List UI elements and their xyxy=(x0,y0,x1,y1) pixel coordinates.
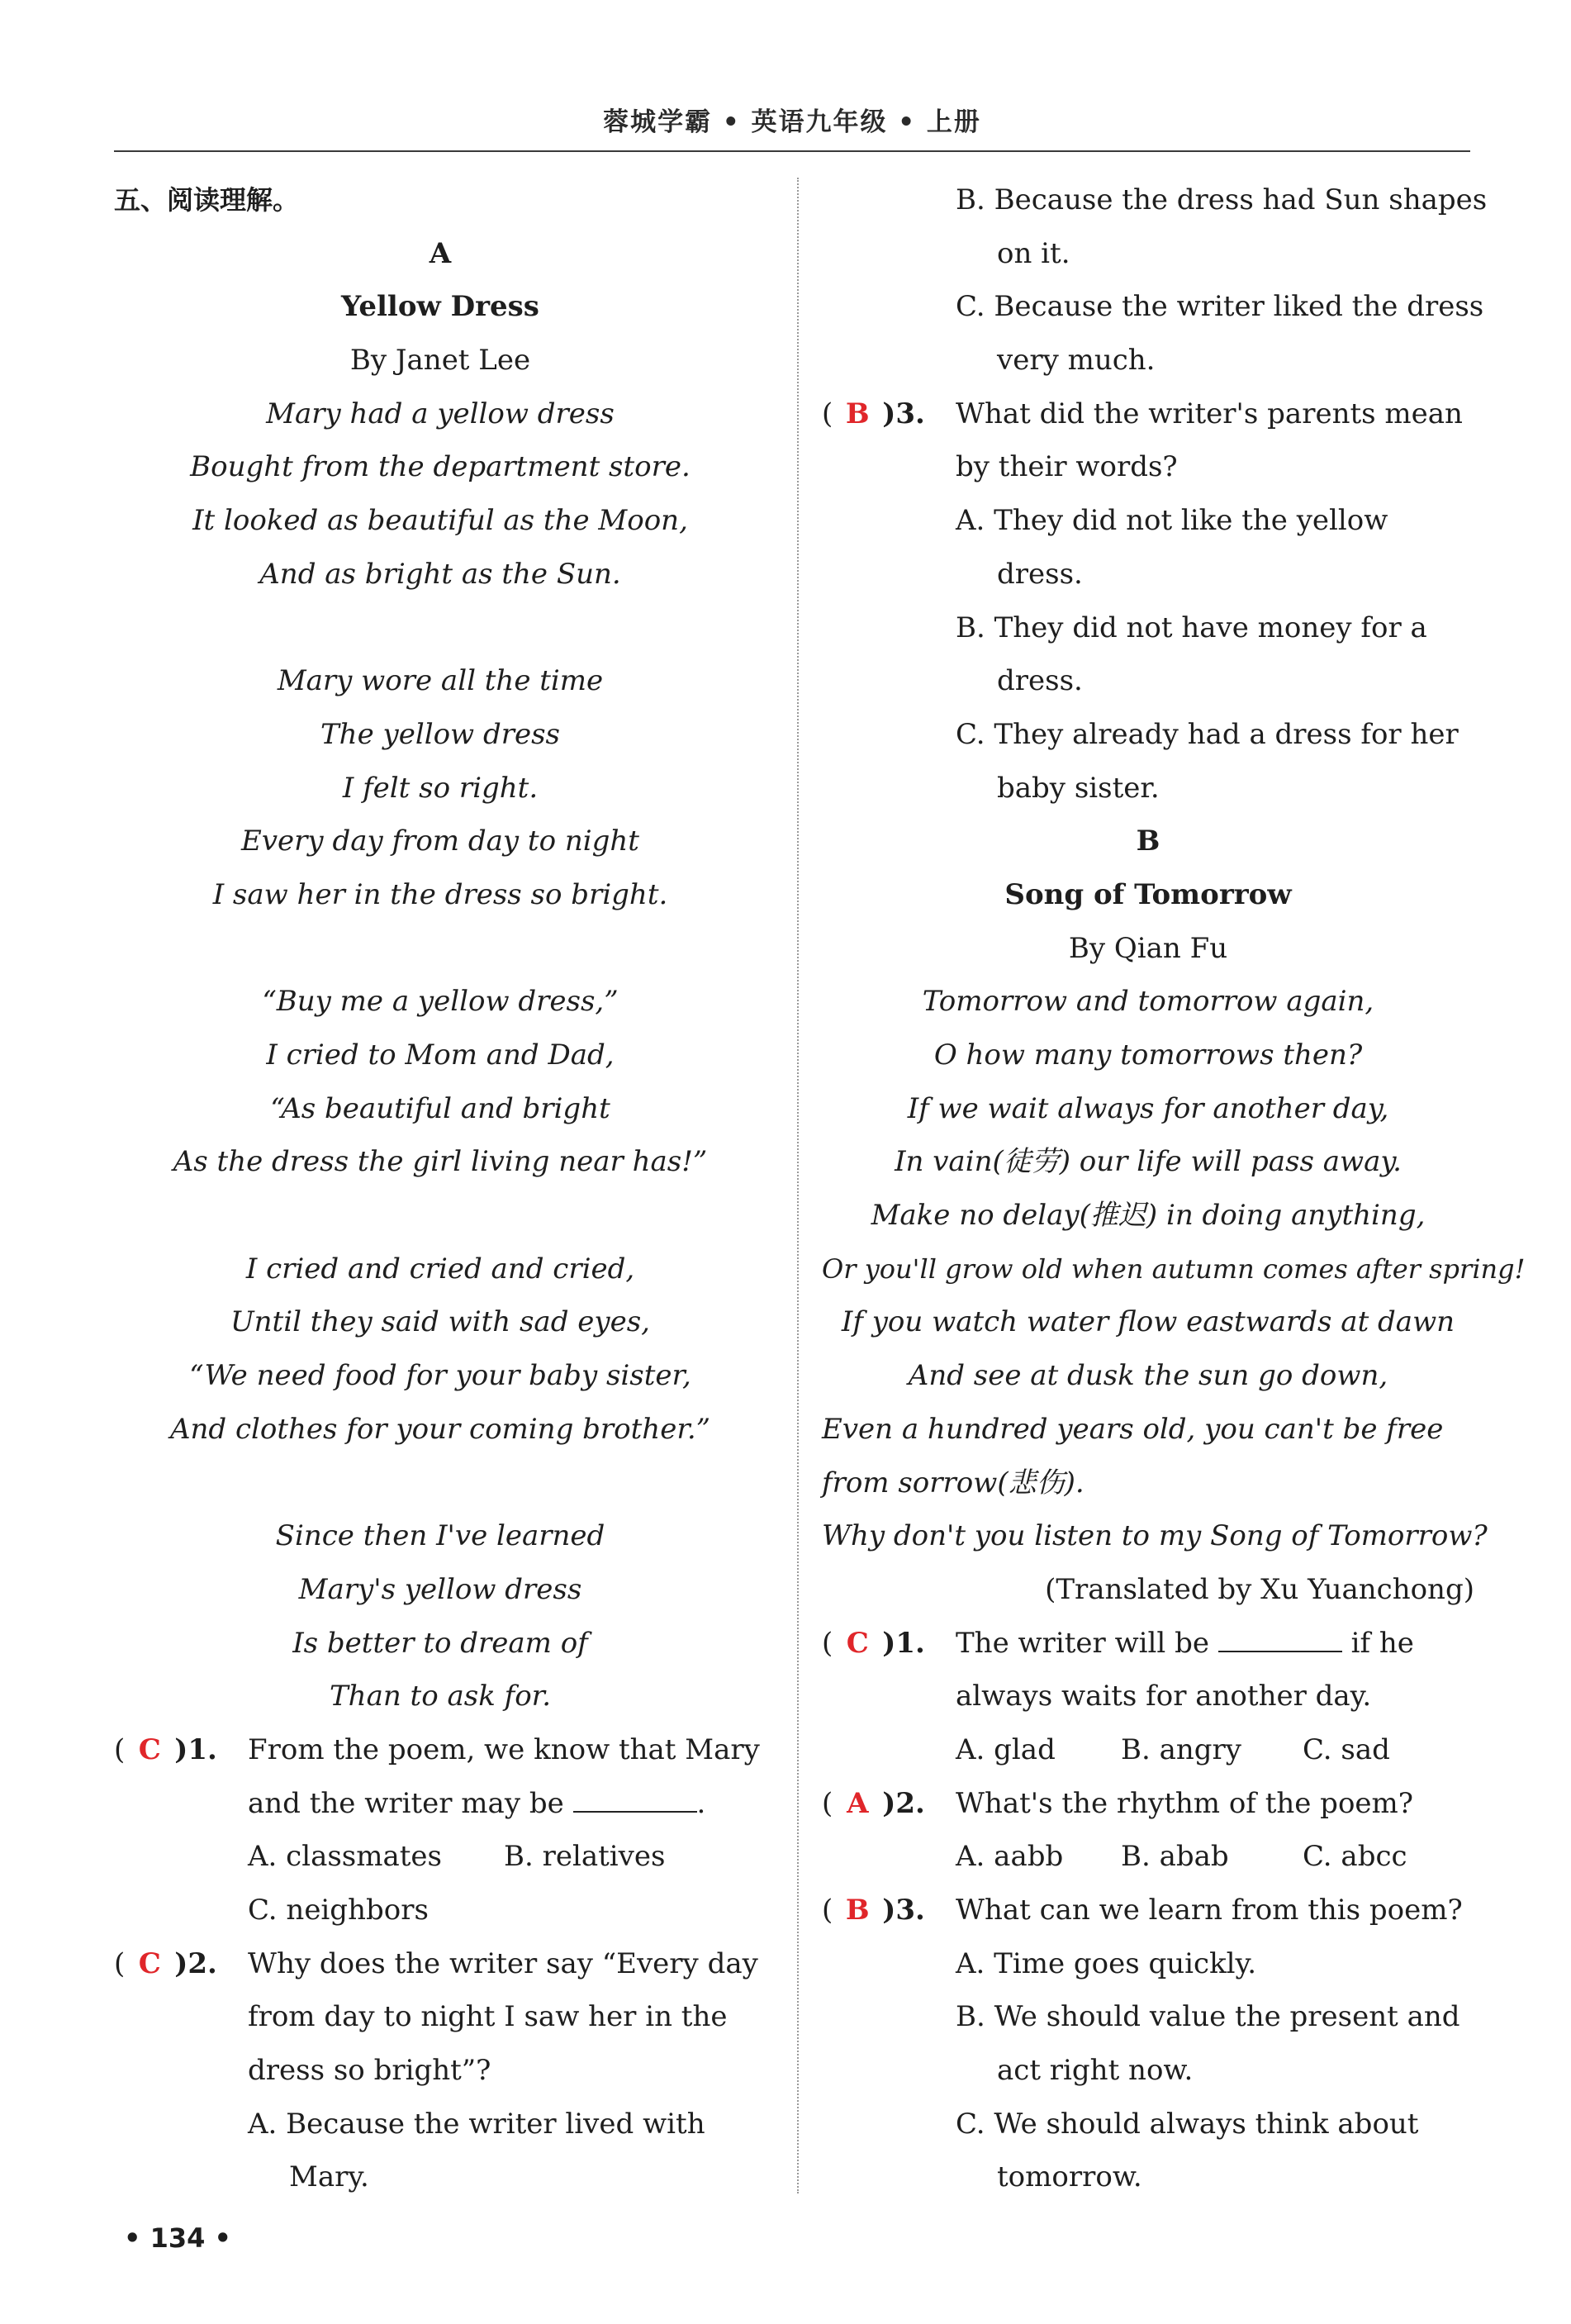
section-title: 五、阅读理解。 xyxy=(114,184,300,216)
poem-line: Mary's yellow dress xyxy=(298,1572,582,1606)
option-a: A. Because the writer lived with xyxy=(248,2107,705,2141)
question-a3 xyxy=(822,387,1474,441)
answer-blank xyxy=(1218,1618,1342,1652)
option-c: C. abcc xyxy=(1303,1840,1407,1874)
answer-paren-open: ( xyxy=(114,1732,126,1766)
passage-a-label: A xyxy=(429,236,452,270)
poem-line: I cried and cried and cried, xyxy=(245,1252,635,1286)
passage-a-author: By Janet Lee xyxy=(349,344,531,378)
period: . xyxy=(696,1786,706,1820)
question-stem: and the writer may be xyxy=(248,1786,564,1820)
question-stem-line: dress so bright”? xyxy=(248,2054,491,2088)
option-c: C. We should always think about xyxy=(956,2107,1419,2141)
answer-paren-open: ( xyxy=(822,1626,833,1660)
page-header: 蓉城学霸 • 英语九年级 • 上册 xyxy=(603,107,981,137)
passage-a-title: Yellow Dress xyxy=(341,290,539,324)
question-number: )2. xyxy=(882,1786,925,1820)
option-b-cont: act right now. xyxy=(997,2054,1194,2088)
option-c: C. They already had a dress for her xyxy=(956,717,1459,751)
poem-line: Tomorrow and tomorrow again, xyxy=(922,985,1374,1019)
option-a-cont: Mary. xyxy=(289,2160,369,2194)
option-a: A. glad xyxy=(956,1732,1056,1766)
question-stem: What did the writer's parents mean xyxy=(956,397,1463,430)
passage-b-title: Song of Tomorrow xyxy=(1004,877,1292,911)
poem-line: I felt so right. xyxy=(342,771,539,805)
answer-paren-open: ( xyxy=(822,1786,833,1820)
option-c: C. neighbors xyxy=(248,1894,429,1927)
question-number: )1. xyxy=(882,1626,925,1660)
question-stem: What can we learn from this poem? xyxy=(956,1894,1463,1927)
question-stem: The writer will be xyxy=(956,1626,1209,1660)
answer-paren-open: ( xyxy=(822,397,833,430)
poem-line: Why don't you listen to my Song of Tomorrow? xyxy=(822,1519,1488,1553)
passage-b-label: B xyxy=(1136,825,1160,858)
question-b2 xyxy=(822,1777,1474,1831)
answer-a1: C xyxy=(138,1732,161,1766)
poem-line: “As beautiful and bright xyxy=(270,1091,610,1125)
question-stem-line xyxy=(114,1777,767,1831)
poem-line: Until they said with sad eyes, xyxy=(230,1305,650,1339)
question-stem-line: from day to night I saw her in the xyxy=(248,2000,728,2034)
poem-line: In vain(徒劳) our life will pass away. xyxy=(895,1145,1402,1179)
poem-line: from sorrow(悲伤). xyxy=(822,1466,1085,1499)
option-c-cont: very much. xyxy=(997,344,1156,378)
option-b: B. We should value the present and xyxy=(956,2000,1460,2034)
option-b: B. They did not have money for a xyxy=(956,611,1427,644)
answer-b1: C xyxy=(846,1626,869,1660)
stanza-gap xyxy=(114,922,767,976)
poem-line: The yellow dress xyxy=(320,717,560,751)
option-a: A. They did not like the yellow xyxy=(956,504,1388,538)
poem-line: Than to ask for. xyxy=(330,1680,551,1713)
poem-line: And as bright as the Sun. xyxy=(259,557,621,591)
option-c: C. sad xyxy=(1303,1732,1390,1766)
options-row xyxy=(114,1830,767,1884)
header-rule xyxy=(114,150,1470,152)
poem-line: “We need food for your baby sister, xyxy=(189,1359,691,1393)
option-c-cont: tomorrow. xyxy=(997,2160,1142,2194)
left-column xyxy=(114,173,767,2204)
poem-line: I cried to Mom and Dad, xyxy=(266,1038,615,1072)
question-b1 xyxy=(822,1617,1474,1671)
answer-a3: B xyxy=(845,397,870,430)
answer-b2: A xyxy=(847,1786,869,1820)
option-a-cont: dress. xyxy=(997,557,1083,591)
poem-line: “Buy me a yellow dress,” xyxy=(262,985,619,1019)
option-b-cont: on it. xyxy=(997,236,1070,270)
question-number: )1. xyxy=(174,1732,217,1766)
question-stem-line: by their words? xyxy=(956,450,1178,484)
option-c-cont: baby sister. xyxy=(997,771,1160,805)
poem-line: Make no delay(推迟) in doing anything, xyxy=(871,1199,1426,1233)
stanza-gap xyxy=(114,1189,767,1243)
question-a2 xyxy=(114,1937,767,1991)
stanza-gap xyxy=(114,1457,767,1510)
stanza-gap xyxy=(114,601,767,655)
poem-line: Is better to dream of xyxy=(292,1626,588,1660)
question-stem-end: if he xyxy=(1350,1626,1414,1660)
poem-line: And see at dusk the sun go down, xyxy=(908,1359,1388,1393)
poem-line: I saw her in the dress so bright. xyxy=(212,877,668,911)
poem-line: Mary wore all the time xyxy=(277,664,604,698)
poem-line: Since then I've learned xyxy=(275,1519,605,1553)
question-b3 xyxy=(822,1884,1474,1937)
page-number: • 134 • xyxy=(124,2222,231,2254)
question-number: )3. xyxy=(882,1894,925,1927)
answer-a2: C xyxy=(138,1946,161,1980)
poem-line: As the dress the girl living near has!” xyxy=(173,1145,708,1179)
question-stem: From the poem, we know that Mary xyxy=(248,1732,760,1766)
poem-line: Or you'll grow old when autumn comes after spring! xyxy=(822,1252,1526,1285)
poem-line: If you watch water flow eastwards at dawn xyxy=(841,1305,1455,1339)
poem-line: If we wait always for another day, xyxy=(907,1091,1389,1125)
option-b-cont: dress. xyxy=(997,664,1083,698)
option-a: A. classmates xyxy=(248,1840,442,1874)
option-b: B. abab xyxy=(1121,1840,1229,1874)
options-row xyxy=(822,1723,1474,1777)
poem-line: Even a hundred years old, you can't be free xyxy=(822,1412,1444,1446)
translator-credit: (Translated by Xu Yuanchong) xyxy=(1045,1572,1474,1606)
option-b: B. Because the dress had Sun shapes xyxy=(956,183,1488,216)
answer-b3: B xyxy=(845,1894,870,1927)
passage-b-author: By Qian Fu xyxy=(1068,931,1228,965)
poem-line: Every day from day to night xyxy=(241,825,639,858)
option-c: C. Because the writer liked the dress xyxy=(956,290,1484,324)
column-divider xyxy=(797,178,799,2193)
question-a1 xyxy=(114,1723,767,1777)
question-stem-line: always waits for another day. xyxy=(956,1680,1372,1713)
options-row xyxy=(822,1830,1474,1884)
option-b: B. angry xyxy=(1121,1732,1241,1766)
question-number: )3. xyxy=(882,397,925,430)
question-stem: What's the rhythm of the poem? xyxy=(956,1786,1414,1820)
answer-blank xyxy=(573,1778,697,1813)
answer-paren-open: ( xyxy=(822,1894,833,1927)
answer-paren-open: ( xyxy=(114,1946,126,1980)
poem-line: O how many tomorrows then? xyxy=(933,1038,1363,1072)
poem-line: Bought from the department store. xyxy=(190,450,691,484)
question-number: )2. xyxy=(174,1946,217,1980)
option-a: A. aabb xyxy=(956,1840,1064,1874)
poem-line: Mary had a yellow dress xyxy=(266,397,615,430)
option-a: A. Time goes quickly. xyxy=(956,1946,1257,1980)
right-column xyxy=(822,173,1526,2204)
question-stem: Why does the writer say “Every day xyxy=(248,1946,758,1980)
poem-line: It looked as beautiful as the Moon, xyxy=(192,504,688,538)
poem-line: And clothes for your coming brother.” xyxy=(169,1412,711,1446)
option-b: B. relatives xyxy=(504,1840,666,1874)
